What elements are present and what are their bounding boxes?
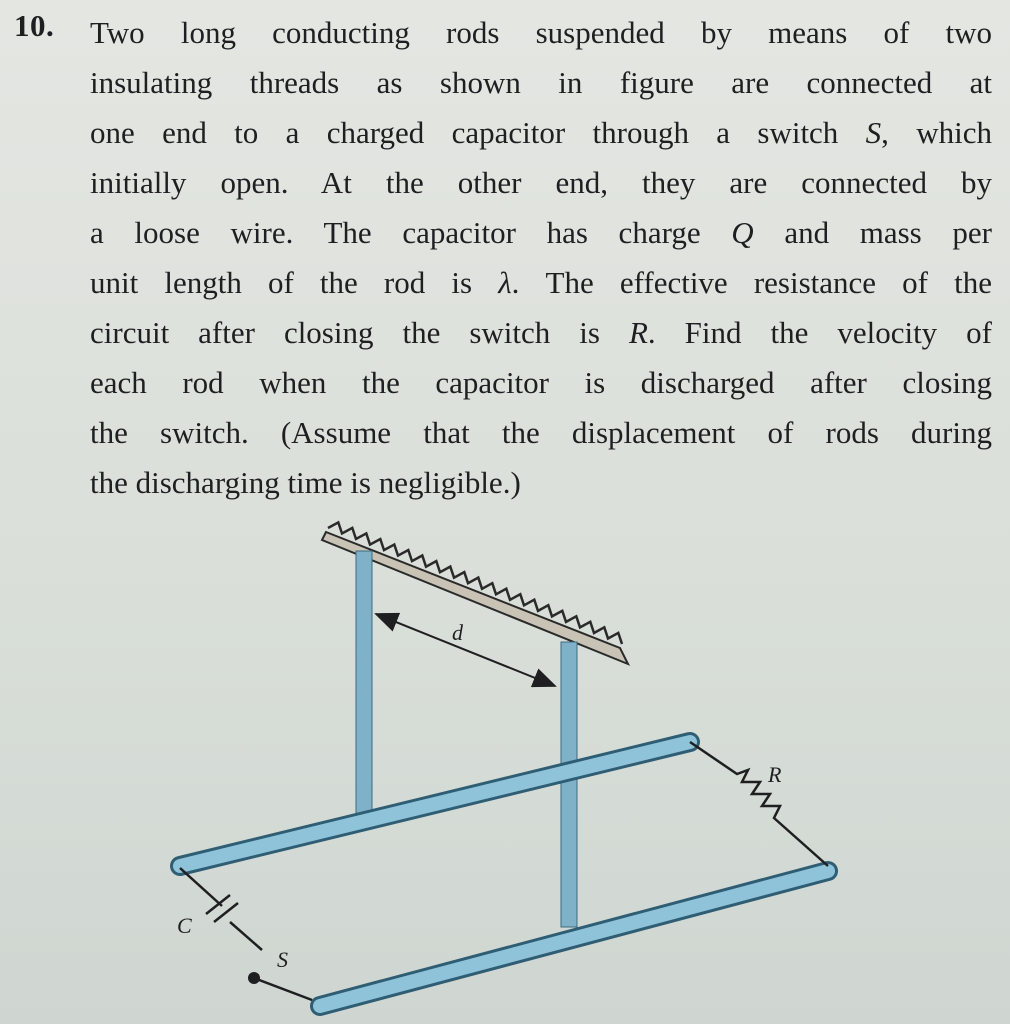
question-line: one end to a charged capacitor through a switch S, which [90,115,992,150]
switch-terminal [248,972,260,984]
question-line: the switch. (Assume that the displacement of rods during [90,415,992,450]
question-line: circuit after closing the switch is R. Find the velocity of [90,315,992,350]
label-d: d [452,620,463,645]
question-line: each rod when the capacitor is discharged after closing [90,365,992,400]
label-S: S [277,947,288,972]
label-R: R [768,762,782,787]
question-line: insulating threads as shown in figure are connected at [90,65,992,100]
question-line: unit length of the rod is λ. The effective resistance of the [90,265,992,300]
question-line: initially open. At the other end, they are connected by [90,165,992,200]
loose-wire-resistor [690,742,828,866]
rod-upper [180,742,690,866]
question-line: the discharging time is negligible.) [90,465,521,500]
circuit-figure [0,500,1010,1024]
thread-left [356,551,372,813]
label-C: C [177,913,192,938]
separation-arrow [376,614,555,686]
question-line: a loose wire. The capacitor has charge Q and mass per [90,215,992,250]
question-line: Two long conducting rods suspended by means of two [90,15,992,50]
capacitor-switch-wire [180,868,312,1000]
question-number: 10. [14,8,55,43]
question-text [90,8,992,508]
thread-right [561,642,577,927]
